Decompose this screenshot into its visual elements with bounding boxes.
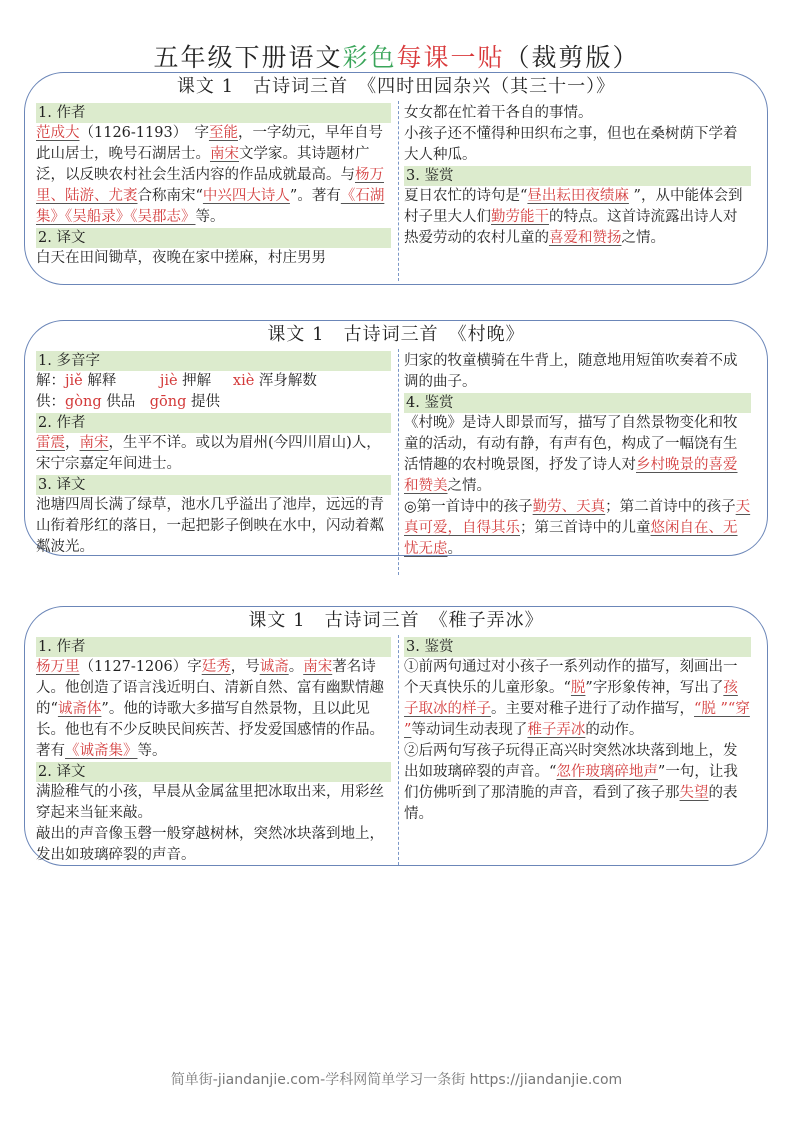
highlight: 脱	[570, 680, 586, 696]
text: ◎第一首诗中的孩子	[404, 499, 533, 515]
highlight: 南宋	[303, 659, 333, 675]
right-column	[404, 637, 751, 825]
translation-text: 敲出的声音像玉磬一般穿越树林，突然冰块落到地上，发出如玻璃碎裂的声音。	[36, 826, 384, 863]
highlight: 杨万里	[36, 659, 80, 675]
highlight: 天真可爱，自得其乐	[404, 499, 751, 536]
column-divider	[398, 349, 399, 575]
column-divider	[398, 101, 399, 281]
title-colored: 彩色	[342, 43, 397, 72]
text: 之情。	[447, 478, 491, 494]
highlight: 失望	[679, 785, 709, 801]
text: ，号	[230, 659, 260, 675]
text: 解释	[87, 373, 117, 389]
highlight: 雷震	[36, 435, 65, 451]
translation-text-cont: 女女都在忙着干各自的事情。	[404, 105, 593, 121]
polyphone-jie	[36, 371, 391, 392]
translation-text: 白天在田间锄草，夜晚在家中搓麻，村庄男男	[36, 250, 326, 266]
appreciation-text	[404, 186, 751, 249]
left-column	[36, 637, 391, 866]
highlight: 南宋	[79, 435, 109, 451]
pinyin: jiě	[65, 373, 83, 389]
card-title: 课文 1 古诗词三首 《四时田园杂兴（其三十一）》	[176, 76, 616, 97]
highlight: 范成大	[36, 125, 80, 141]
section-heading-translation: 2. 译文	[36, 762, 391, 782]
right-column	[404, 103, 751, 249]
card-title: 课文 1 古诗词三首 《稚子弄冰》	[248, 610, 544, 631]
card-title: 课文 1 古诗词三首 《村晚》	[267, 324, 525, 345]
text: 。	[447, 541, 462, 557]
text: 解：	[36, 373, 65, 389]
highlight: 稚子弄冰	[527, 722, 586, 738]
pinyin: gòng	[65, 394, 102, 410]
highlight: “脱 ”“穿 ”	[404, 701, 750, 738]
section-heading-appreciation: 3. 鉴赏	[404, 637, 751, 657]
text: ”字形象传神，写出了	[585, 680, 724, 696]
text: 等。	[195, 209, 225, 225]
text: 等。	[137, 743, 167, 759]
text: （1126-1193） 字	[79, 125, 209, 141]
appreciation-text-1	[404, 657, 751, 741]
comparison-text	[404, 497, 751, 560]
text: ”一句，让我们仿佛听到了那清脆的声音，看到了孩子那	[404, 764, 738, 801]
translation-text: 满脸稚气的小孩，早晨从金属盆里把冰取出来，用彩丝穿起来当钲来敲。	[36, 784, 384, 821]
lesson-card-2	[24, 320, 768, 556]
section-heading-author: 2. 作者	[36, 413, 391, 433]
column-divider	[398, 635, 399, 865]
text: ①前两句通过对小孩子一系列动作的描写，刻画出一个天真快乐的儿童形象。“	[404, 659, 738, 696]
text: ”，从中能体会到村子里大人们	[404, 188, 743, 225]
highlight: 南宋	[210, 146, 239, 162]
section-heading-appreciation: 4. 鉴赏	[404, 393, 751, 413]
right-column	[404, 351, 751, 560]
text: 合称南宋“	[137, 188, 203, 204]
title-suffix: （裁剪版）	[504, 43, 640, 72]
author-text	[36, 433, 391, 475]
pinyin: xiè	[232, 373, 255, 389]
highlight: 喜爱和赞扬	[549, 230, 622, 246]
section-heading-author: 1. 作者	[36, 103, 391, 123]
polyphone-gong	[36, 392, 391, 413]
left-column	[36, 103, 391, 269]
highlight: 至能	[208, 125, 238, 141]
highlight: 《石湖集》《吴船录》《吴郡志》	[36, 188, 385, 225]
translation-text: 池塘四周长满了绿草，池水几乎溢出了池岸，远远的青山衔着彤红的落日，一起把影子倒映在水中，闪动着粼粼波光。	[36, 497, 384, 555]
pinyin: gōng	[149, 394, 187, 410]
highlight: 昼出耘田夜绩麻	[527, 188, 629, 204]
section-heading-author: 1. 作者	[36, 637, 391, 657]
highlight: 忽作玻璃碎地声	[556, 764, 658, 780]
translation-text-cont: 归家的牧童横骑在牛背上，随意地用短笛吹奏着不成调的曲子。	[404, 353, 738, 390]
section-heading-translation: 3. 译文	[36, 475, 391, 495]
text: 供品	[106, 394, 136, 410]
text: 提供	[191, 394, 220, 410]
text: 的特点。这首诗流露出诗人对热爱劳动的农村儿童的	[404, 209, 738, 246]
highlight: 诚斋体	[57, 701, 102, 717]
text: 等动词生动表现了	[411, 722, 528, 738]
text: ；第三首诗中的儿童	[520, 520, 651, 536]
appreciation-text	[404, 413, 751, 497]
text: 夏日农忙的诗句是“	[404, 188, 528, 204]
page-title	[0, 42, 793, 74]
author-text	[36, 123, 391, 228]
text: 之情。	[621, 230, 665, 246]
section-heading-appreciation: 3. 鉴赏	[404, 166, 751, 186]
author-text	[36, 657, 391, 762]
text: ，一字幼元，早年自号此山居士，晚号石湖居士。	[36, 125, 383, 162]
highlight: 孩子取冰的样子	[404, 680, 738, 717]
text: ②后两句写孩子玩得正高兴时突然冰块落到地上，发出如玻璃碎裂的声音。“	[404, 743, 738, 780]
text: （1127-1206）字	[79, 659, 202, 675]
text: 。主要对稚子进行了动作描写，	[491, 701, 694, 717]
text: ”。著有	[289, 188, 341, 204]
highlight: 悠闲自在、无忧无虑	[404, 520, 738, 557]
text: 浑身解数	[258, 373, 317, 389]
translation-text-cont: 小孩子还不懂得种田织布之事，但也在桑树荫下学着大人种瓜。	[404, 126, 738, 163]
highlight: 中兴四大诗人	[202, 188, 290, 204]
text: 《村晚》是诗人即景而写，描写了自然景物变化和牧童的活动，有动有静，有声有色，构成了一幅饶有生活情趣的农村晚景图，抒发了诗人对	[404, 415, 738, 473]
title-daily: 每课一贴	[396, 43, 505, 72]
highlight: 诚斋	[259, 659, 289, 675]
text: ，	[65, 435, 80, 451]
text: 供：	[36, 394, 65, 410]
text: ；第二首诗中的孩子	[605, 499, 736, 515]
footer-watermark: 简单街-jiandanjie.com-学科网简单学习一条街 https://jiandanjie.com	[170, 1072, 623, 1088]
text: ，生平不详。或以为眉州(今四川眉山)人，宋宁宗嘉定年间进士。	[36, 435, 381, 472]
appreciation-text-2	[404, 741, 751, 825]
text: 的表情。	[404, 785, 738, 822]
text: 著名诗人。他创造了语言浅近明白、清新自然、富有幽默情趣的“	[36, 659, 384, 717]
lesson-card-1	[24, 72, 768, 285]
highlight: 廷秀	[201, 659, 231, 675]
section-heading-translation: 2. 译文	[36, 228, 391, 248]
text: 文学家。其诗题材广泛，以反映农村社会生活内容的作品成就最高。与	[36, 146, 370, 183]
text: ”。他的诗歌大多描写自然景物，且以此见长。他也有不少反映民间疾苦、抒发爱国感情的作品。著有	[36, 701, 384, 759]
lesson-card-3	[24, 606, 768, 866]
highlight: 杨万里、陆游、尤袤	[36, 167, 384, 204]
pinyin: jiè	[159, 373, 178, 389]
text: 的动作。	[585, 722, 644, 738]
title-main: 五年级下册语文	[153, 43, 343, 72]
highlight: 《诚斋集》	[65, 743, 138, 759]
text: 。	[288, 659, 304, 675]
highlight: 勤劳、天真	[532, 499, 606, 515]
text: 押解	[182, 373, 212, 389]
highlight: 乡村晚景的喜爱和赞美	[404, 457, 738, 494]
highlight: 勤劳能干	[491, 209, 549, 225]
section-heading-polyphone: 1. 多音字	[36, 351, 391, 371]
left-column	[36, 351, 391, 558]
